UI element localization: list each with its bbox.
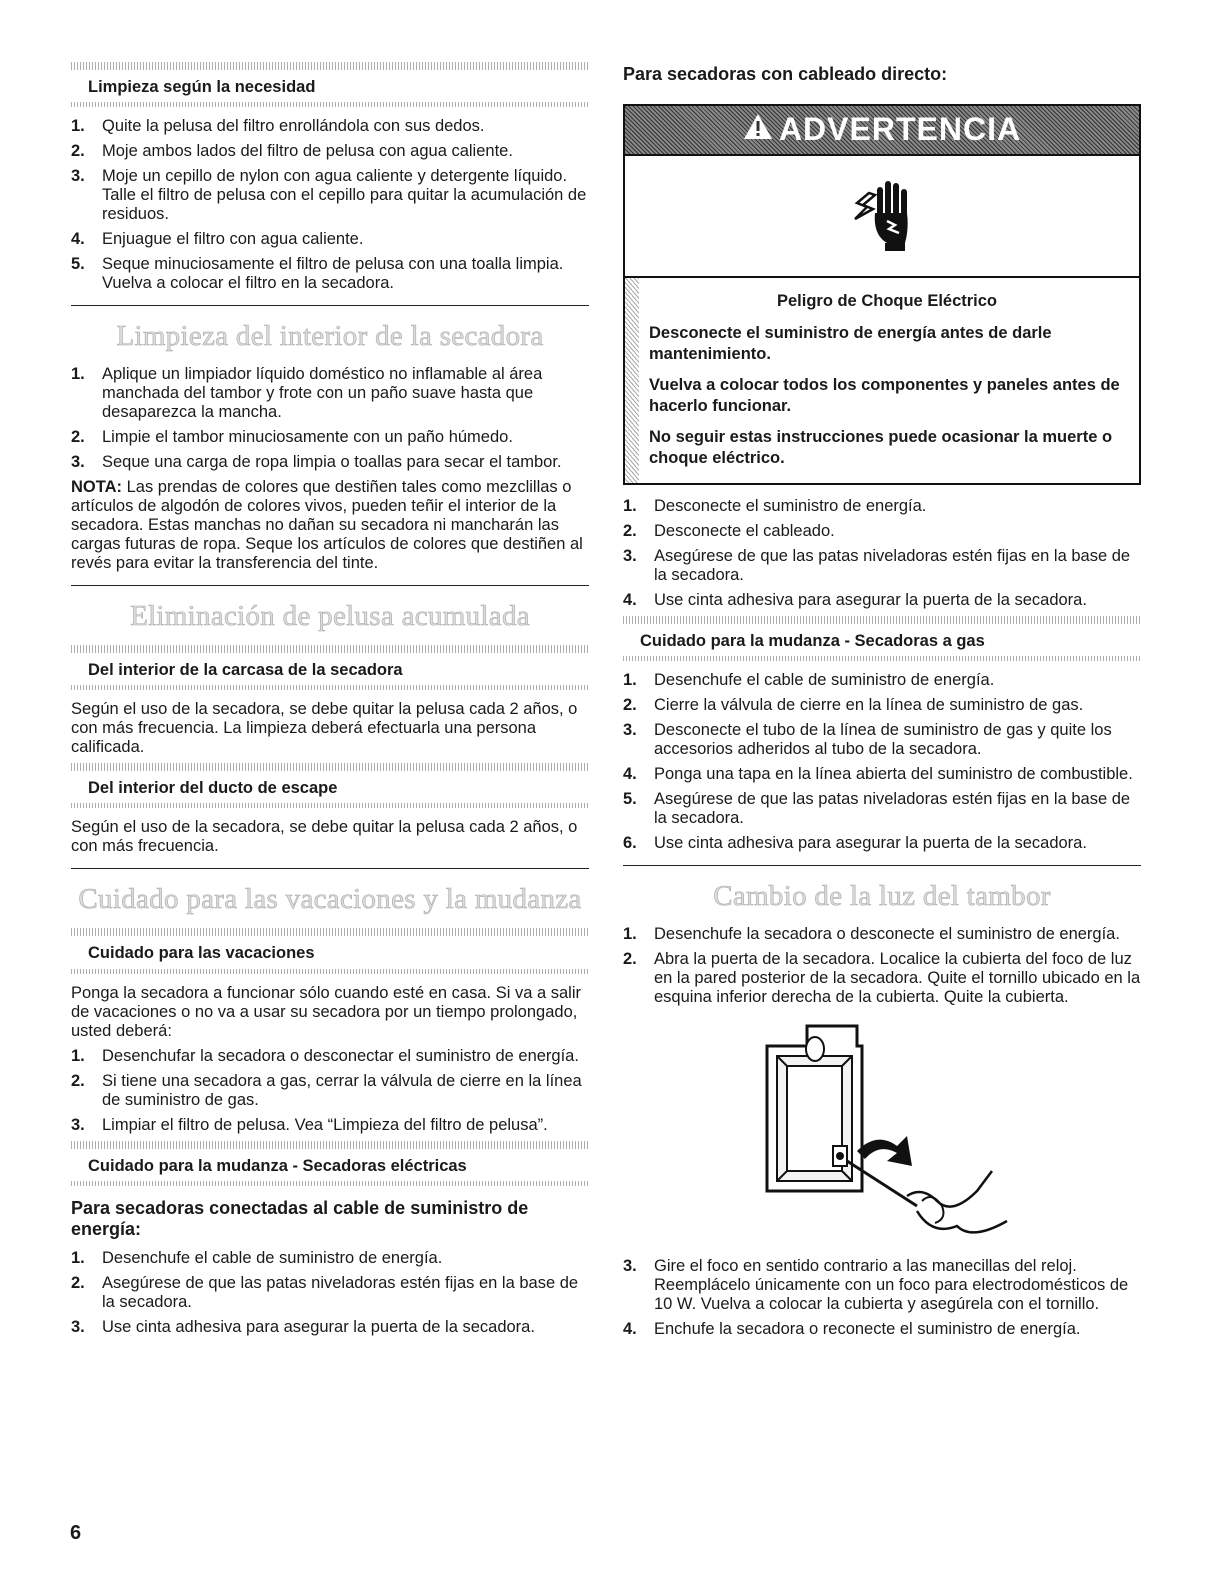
- divider: [71, 585, 589, 586]
- step-list: [71, 117, 589, 293]
- left-column: [71, 62, 589, 1343]
- limpieza-interior-section: [71, 320, 589, 573]
- warning-line: No seguir estas instrucciones puede ocasionar la muerte o choque eléctrico.: [649, 427, 1113, 467]
- list-item: 1. Aplique un limpiador líquido doméstico no inflamable al área manchada del tambor y frote con un paño suave hasta que desaparezca la mancha.: [71, 365, 543, 422]
- divider: [71, 868, 589, 869]
- electric-shock-hand-icon: [847, 173, 917, 258]
- divider: [71, 305, 589, 306]
- list-item: 2. Si tiene una secadora a gas, cerrar la válvula de cierre en la línea de suministro de gas.: [71, 1071, 582, 1109]
- list-item: 2. Limpie el tambor minuciosamente con un paño húmedo.: [71, 428, 513, 447]
- page-number: 6: [70, 1522, 82, 1544]
- list-item: 3. Desconecte el tubo de la línea de suministro de gas y quite los accesorios adheridos al tubo de la secadora.: [623, 720, 1112, 758]
- list-item: 5. Seque minuciosamente el filtro de pelusa con una toalla limpia. Vuelva a colocar el filtro en la secadora.: [71, 255, 564, 293]
- list-item: 1. Quite la pelusa del filtro enrollándola con sus dedos.: [71, 117, 485, 136]
- warning-box: [623, 104, 1141, 485]
- list-item: 4. Enjuague el filtro con agua caliente.: [71, 230, 364, 249]
- list-item: 1. Desenchufar la secadora o desconectar el suministro de energía.: [71, 1046, 579, 1065]
- light-cover-illustration: [623, 1021, 1141, 1241]
- warning-header: [625, 106, 1139, 156]
- step-list: [623, 925, 1141, 1007]
- section-title: Cambio de la luz del tambor: [713, 879, 1051, 912]
- list-item: 3. Limpiar el filtro de pelusa. Vea “Limpieza del filtro de pelusa”.: [71, 1115, 548, 1134]
- list-item: 2. Abra la puerta de la secadora. Localice la cubierta del foco de luz en la pared posterior de la secadora. Quite el tornillo ubicado en la esquina inferior derecha de la cubierta. Quite la cubierta.: [623, 949, 1141, 1006]
- step-list: [71, 1249, 589, 1337]
- step-list: [71, 365, 589, 472]
- list-item: 2. Cierre la válvula de cierre en la línea de suministro de gas.: [623, 695, 1084, 714]
- subheading: Del interior del ducto de escape: [88, 779, 338, 798]
- list-item: 1. Desenchufe el cable de suministro de energía.: [623, 670, 995, 689]
- step-list: [71, 1047, 589, 1135]
- warning-line: Vuelva a colocar todos los componentes y paneles antes de hacerlo funcionar.: [649, 375, 1120, 415]
- list-item: 3. Gire el foco en sentido contrario a las manecillas del reloj. Reemplácelo únicamente con un foco para electrodomésticos de 10 W. Vuelva a colocar la cubierta y asegúrela con el tornillo.: [623, 1256, 1129, 1313]
- step-list: [623, 1257, 1141, 1339]
- eliminacion-section: [71, 600, 589, 856]
- hazard-title: Peligro de Choque Eléctrico: [776, 291, 998, 310]
- list-item: 1. Desconecte el suministro de energía.: [623, 496, 927, 515]
- list-item: 2. Moje ambos lados del filtro de pelusa con agua caliente.: [71, 142, 513, 161]
- warning-title: ADVERTENCIA: [778, 111, 1022, 148]
- cuidado-section: [71, 883, 589, 1336]
- warning-line: Desconecte el suministro de energía antes de darle mantenimiento.: [649, 323, 1052, 363]
- section-title: Cuidado para las vacaciones y la mudanza: [78, 883, 582, 916]
- subheading: Cuidado para la mudanza - Secadoras eléctricas: [88, 1156, 467, 1175]
- step-list: [623, 671, 1141, 853]
- bold-heading: Para secadoras conectadas al cable de suministro de energía:: [71, 1197, 529, 1240]
- warning-body: [625, 278, 1139, 483]
- list-item: 3. Asegúrese de que las patas niveladoras estén fijas en la base de la secadora.: [623, 546, 1131, 584]
- list-item: 1. Desenchufe la secadora o desconecte el suministro de energía.: [623, 924, 1120, 943]
- paragraph: Ponga la secadora a funcionar sólo cuando esté en casa. Si va a salir de vacaciones o no va a usar su secadora por un tiempo prolongado, usted deberá:: [71, 983, 581, 1040]
- list-item: 2. Asegúrese de que las patas niveladoras estén fijas en la base de la secadora.: [71, 1273, 579, 1311]
- subheading: Limpieza según la necesidad: [88, 78, 316, 96]
- limpieza-necesidad-section: [71, 62, 589, 293]
- paragraph: Según el uso de la secadora, se debe quitar la pelusa cada 2 años, o con más frecuencia.: [71, 818, 578, 856]
- cambio-luz-section: [623, 880, 1141, 1339]
- subheading: Cuidado para la mudanza - Secadoras a gas: [640, 631, 985, 650]
- divider: [623, 865, 1141, 866]
- list-item: 2. Desconecte el cableado.: [623, 521, 835, 540]
- list-item: 4. Use cinta adhesiva para asegurar la puerta de la secadora.: [623, 590, 1087, 609]
- list-item: 5. Asegúrese de que las patas niveladoras estén fijas en la base de la secadora.: [623, 789, 1131, 827]
- note-paragraph: NOTA: Las prendas de colores que destiñen tales como mezclillas o artículos de algodón de colores vivos, pueden teñir el interior de la secadora. Estas manchas no dañan su secadora ni mancharán las cargas futuras de ropa. Seque los artículos de colores que destiñen al revés para evitar la transferencia del tinte.: [71, 478, 583, 573]
- step-list: [623, 497, 1141, 610]
- subheading: Cuidado para las vacaciones: [88, 944, 315, 963]
- list-item: 6. Use cinta adhesiva para asegurar la puerta de la secadora.: [623, 833, 1087, 852]
- bold-heading: Para secadoras con cableado directo:: [623, 64, 948, 84]
- warning-triangle-icon: [743, 111, 773, 148]
- subheading: Del interior de la carcasa de la secadora: [88, 661, 403, 680]
- right-column: [623, 64, 1141, 1345]
- section-title: Eliminación de pelusa acumulada: [130, 600, 530, 633]
- list-item: 4. Ponga una tapa en la línea abierta del suministro de combustible.: [623, 764, 1133, 783]
- list-item: 3. Seque una carga de ropa limpia o toallas para secar el tambor.: [71, 453, 562, 472]
- list-item: 4. Enchufe la secadora o reconecte el suministro de energía.: [623, 1319, 1081, 1338]
- section-title: Limpieza del interior de la secadora: [116, 320, 544, 353]
- list-item: 1. Desenchufe el cable de suministro de energía.: [71, 1248, 443, 1267]
- list-item: 3. Use cinta adhesiva para asegurar la puerta de la secadora.: [71, 1317, 535, 1336]
- list-item: 3. Moje un cepillo de nylon con agua caliente y detergente líquido. Talle el filtro de pelusa con el cepillo para quitar la acumulación de residuos.: [71, 167, 587, 224]
- paragraph: Según el uso de la secadora, se debe quitar la pelusa cada 2 años, o con más frecuencia. La limpieza deberá efectuarla una persona calificada.: [71, 700, 578, 757]
